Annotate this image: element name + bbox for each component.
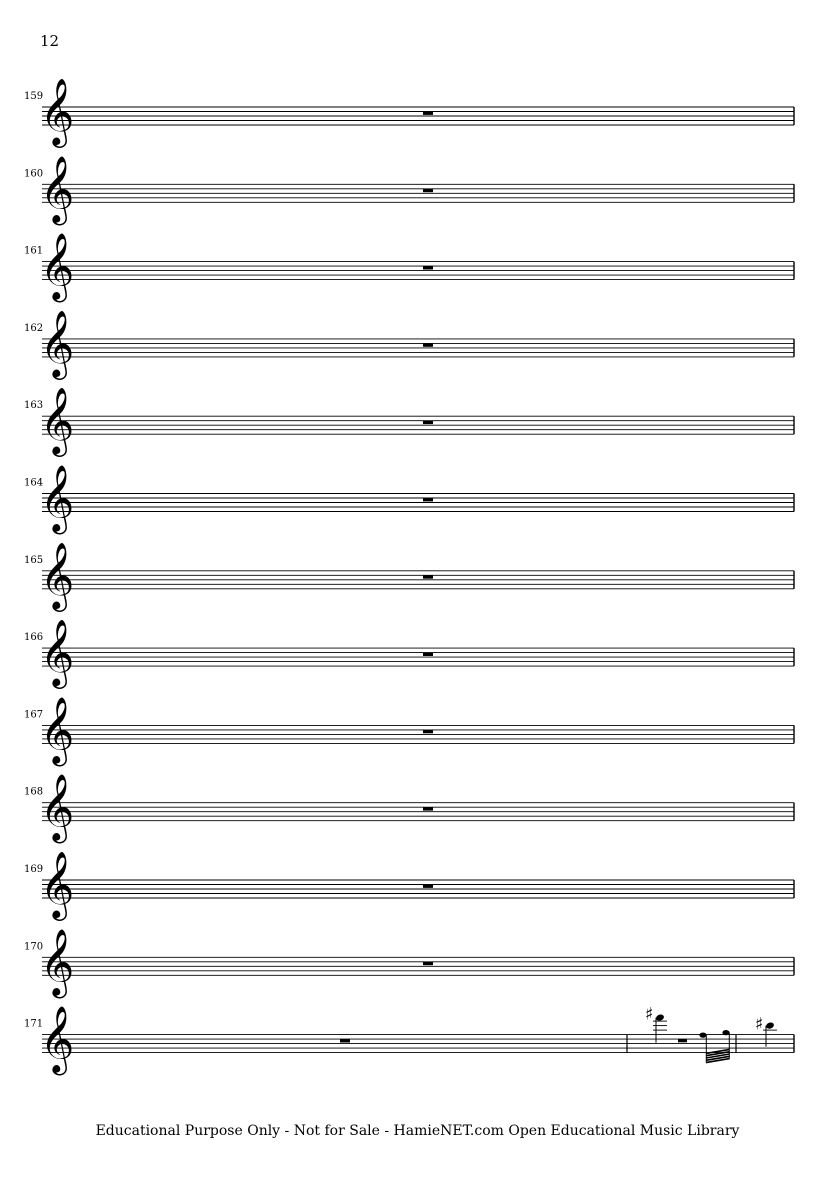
measure-number: 159 [24, 91, 44, 102]
measure-number: 168 [24, 786, 44, 798]
measure-number: 169 [24, 864, 44, 875]
treble-clef-icon: 𝄞 [40, 1004, 75, 1073]
treble-clef-icon: 𝄞 [40, 386, 75, 455]
staff-system-169 [24, 850, 794, 921]
treble-clef-icon: 𝄞 [40, 850, 75, 918]
whole-rest [423, 498, 433, 502]
treble-clef-icon: 𝄞 [40, 618, 75, 687]
whole-rest [423, 807, 433, 811]
treble-clef-icon: 𝄞 [40, 772, 75, 841]
staff-system-160 [24, 154, 794, 225]
whole-rest [423, 575, 433, 579]
treble-clef-icon: 𝄞 [40, 154, 75, 223]
whole-rest [423, 962, 433, 966]
whole-rest [423, 421, 433, 425]
note-head [699, 1033, 706, 1038]
whole-rest [340, 1039, 350, 1043]
measure-number: 167 [24, 709, 44, 721]
staff-system-168 [24, 773, 794, 844]
measure-number: 166 [24, 632, 44, 644]
staff-system-167 [24, 695, 794, 766]
footer-notice: Educational Purpose Only - Not for Sale - HamieNET.com Open Educational Music Library [95, 1123, 740, 1139]
whole-rest [423, 884, 433, 888]
note-head [765, 1021, 775, 1029]
whole-rest [423, 343, 433, 347]
measure-number: 162 [24, 322, 44, 334]
staff-system-171 [24, 1005, 794, 1076]
note-head [722, 1030, 729, 1035]
staff-system-162 [24, 309, 794, 380]
measure-number: 170 [24, 941, 44, 953]
measure-number: 165 [24, 554, 44, 566]
staff-system-165 [24, 541, 794, 612]
measure-number: 163 [24, 400, 44, 412]
whole-rest [423, 111, 433, 115]
treble-clef-icon: 𝄞 [40, 463, 75, 532]
staff-system-159 [24, 77, 794, 148]
whole-rest [423, 266, 433, 270]
staff-system-161 [24, 232, 794, 303]
treble-clef-icon: 𝄞 [40, 231, 75, 300]
treble-clef-icon: 𝄞 [40, 540, 75, 609]
treble-clef-icon: 𝄞 [40, 695, 75, 764]
whole-rest [423, 652, 433, 656]
staff-system-166 [24, 618, 794, 689]
measure-number: 171 [24, 1018, 44, 1030]
treble-clef-icon: 𝄞 [40, 927, 75, 996]
measure-number: 160 [24, 168, 44, 180]
page-number: 12 [40, 32, 60, 50]
sharp-icon: ♯ [645, 1004, 654, 1025]
whole-rest [423, 189, 433, 193]
note-head [655, 1013, 665, 1021]
sharp-icon: ♯ [755, 1014, 764, 1035]
staff-system-170 [24, 927, 794, 998]
staff-system-164 [24, 464, 794, 535]
measure-number: 164 [24, 477, 44, 489]
staff-system-163 [24, 386, 794, 457]
measure-number: 161 [24, 245, 44, 257]
half-rest [678, 1039, 687, 1042]
treble-clef-icon: 𝄞 [40, 308, 75, 377]
treble-clef-icon: 𝄞 [40, 77, 75, 145]
whole-rest [423, 730, 433, 734]
